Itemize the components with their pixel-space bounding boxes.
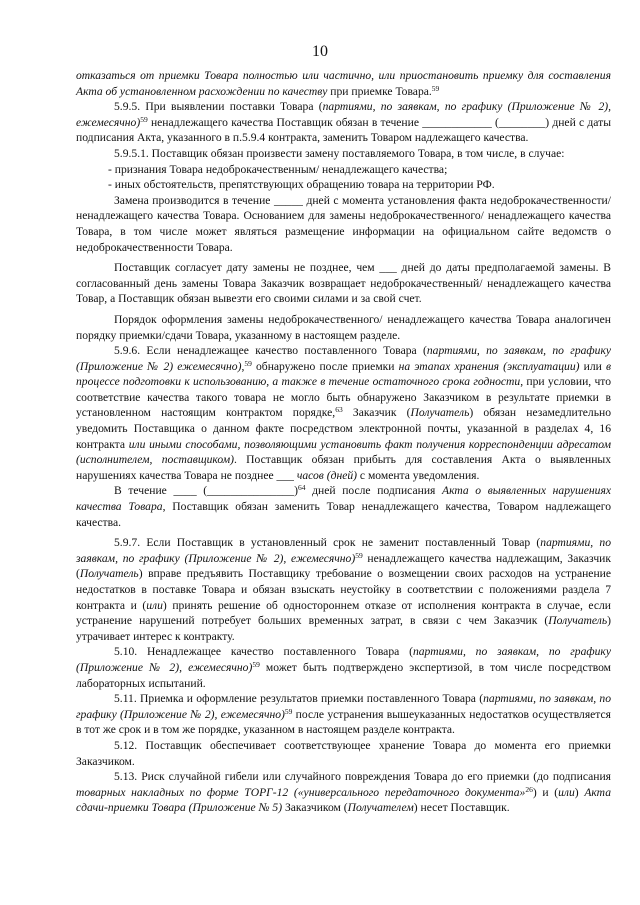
- list-item: - признания Товара недоброкачественным/ ненадлежащего качества;: [108, 162, 448, 176]
- paragraph: В течение ____ (_______________)$^{64}$ дней после подписания Акта о выявленных нарушениях качества Товара, Поставщик обязан заменить Товар ненадлежащего качества, Товаром надлежащего качества.: [76, 483, 611, 529]
- paragraph: 5.9.5. При выявлении поставки Товара (партиями, по заявкам, по графику (Приложение № 2), ежемесячно)$^{59}$ ненадлежащего качества Поставщик обязан в течение ____________ (________) дней с даты подписания Акта, указанного в п.5.9.4 контракта, заменить Товаром надлежащего качества.: [76, 100, 612, 145]
- paragraph: 5.11. Приемка и оформление результатов приемки поставленного Товара (партиями, по заявкам, по графику (Приложение № 2), ежемесячно)$^{59}$ после устранения вышеуказанных недостатков осуществляется в тот же срок и в том же порядке, указанном в настоящем разделе контракта.: [76, 692, 611, 737]
- paragraph: отказаться от приемки Товара полностью или частично, или приостановить приемку для составления Акта об установленном расхождении по качеству при приемке Товара.$^{59}$: [76, 69, 611, 98]
- document-body: [76, 68, 611, 816]
- page-number: 10: [312, 43, 328, 60]
- paragraph: 5.9.6. Если ненадлежащее качество поставленного Товара (партиями, по заявкам, по графику (Приложение № 2) ежемесячно),$^{59}$ обнаружено после приемки на этапах хранения (эксплуатации) или в процессе подготовки к использованию, а также в течение остаточного срока годности, при условии, что соответствие качества такого товара не могло быть обнаружено Заказчиком в результате приемки в установленном настоящим контрактом порядке,$^{63}$ Заказчик (Получатель) обязан незамедлительно уведомить Поставщика о данном факте посредством электронной почты, указанной в разделах 4, 16 контракта или иными способами, позволяющими установить факт получения корреспонденции адресатом (исполнителем, поставщиком). Поставщик обязан прибыть для составления Акта о выявленных нарушениях качества Товара не позднее ___ часов (дней) с момента уведомления.: [76, 344, 612, 482]
- paragraph: 5.9.5.1. Поставщик обязан произвести замену поставляемого Товара, в том числе, в случае:: [114, 146, 565, 160]
- paragraph: Замена производится в течение _____ дней с момента установления факта недоброкачественности/ ненадлежащего качества Товара. Основанием для замены недоброкачественного/ ненадлежащего качества Товара, в том числе может являться размещение информации на официальном сайте ведомств о недоброкачественности Товара.: [76, 193, 611, 254]
- paragraph: 5.12. Поставщик обеспечивает соответствующее хранение Товара до момента его приемки Заказчиком.: [76, 738, 611, 768]
- paragraph: 5.9.7. Если Поставщик в установленный срок не заменит поставленный Товар (партиями, по заявкам, по графику (Приложение № 2), ежемесячно)$^{59}$ ненадлежащего качества надлежащим, Заказчик (Получатель) вправе предъявить Поставщику требование о возмещении своих расходов на устранение недостатков в поставке Товара и обязан взыскать неустойку в соответствии с положениями раздела 7 контракта и (или) принять решение об одностороннем отказе от исполнения контракта в случае, если устранение нарушений потребует больших временных затрат, в связи с чем Заказчик (Получатель) утрачивает интерес к контракту.: [76, 536, 612, 643]
- list-item: - иных обстоятельств, препятствующих обращению товара на территории РФ.: [108, 178, 495, 192]
- paragraph: 5.10. Ненадлежащее качество поставленного Товара (партиями, по заявкам, по графику (Приложение № 2), ежемесячно)$^{59}$ может быть подтверждено экспертизой, в том числе посредством лабораторных испытаний.: [76, 645, 611, 690]
- paragraph: Поставщик согласует дату замены не позднее, чем ___ дней до даты предполагаемой замены. В согласованный день замены Товара Заказчик возвращает недоброкачественный/ ненадлежащего качества Товар, а Поставщик обязан вывезти его своими силами и за свой счет.: [76, 261, 611, 306]
- paragraph: 5.13. Риск случайной гибели или случайного повреждения Товара до его приемки (до подписания товарных накладных по форме ТОРГ-12 («универсального передаточного документа»$^{26}$) и (или) Акта сдачи-приемки Товара (Приложение № 5) Заказчиком (Получателем) несет Поставщик.: [76, 770, 611, 815]
- paragraph: Порядок оформления замены недоброкачественного/ ненадлежащего качества Товара аналогичен порядку приемки/сдачи Товара, указанному в настоящем разделе.: [76, 312, 611, 342]
